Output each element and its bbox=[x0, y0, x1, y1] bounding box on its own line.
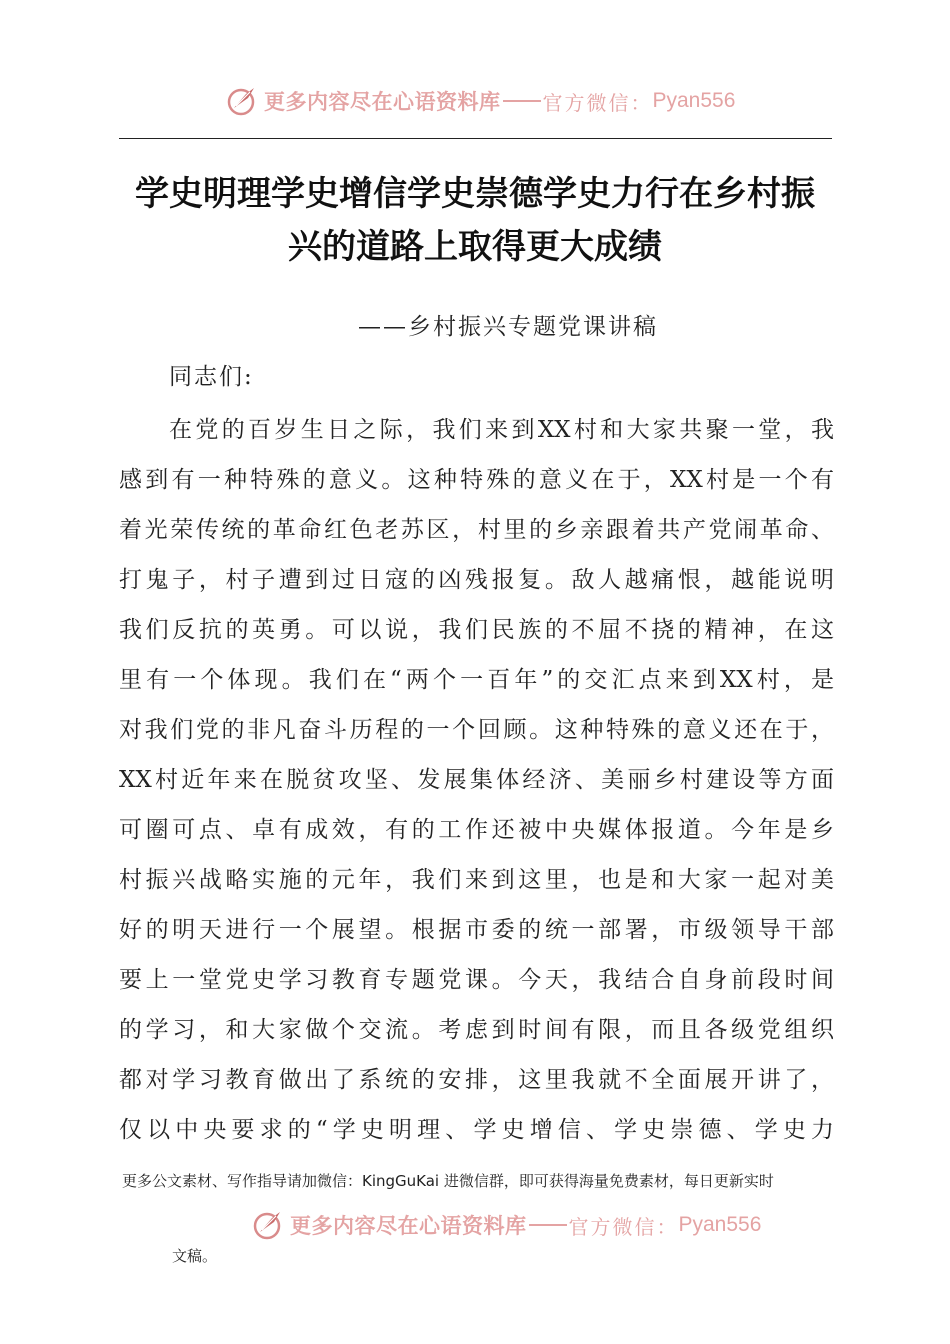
body-line: 村振兴战略实施的元年，我们来到这里，也是和大家一起对美 bbox=[119, 867, 834, 893]
body-line: 在党的百岁生日之际，我们来到XX村和大家共聚一堂，我 bbox=[169, 417, 834, 443]
body-line: 的学习，和大家做个交流。考虑到时间有限，而且各级党组织 bbox=[119, 1017, 834, 1043]
body-line: 仅以中央要求的“学史明理、学史增信、学史崇德、学史力 bbox=[119, 1117, 834, 1143]
quill-logo-icon bbox=[226, 84, 260, 118]
body-paragraph bbox=[119, 405, 834, 1155]
title-line-1: 学史明理学史增信学史崇德学史力行在乡村振 bbox=[135, 174, 815, 214]
body-line: 好的明天进行一个展望。根据市委的统一部署，市级领导干部 bbox=[119, 917, 834, 943]
watermark-brand: 更多内容尽在心语资料库 bbox=[290, 1213, 527, 1238]
footer-note: 更多公文素材、写作指导请加微信：KingGuKai 进微信群，即可获得海量免费素材，每日更新实时 bbox=[122, 1172, 774, 1190]
body-line: 感到有一种特殊的意义。这种特殊的意义在于，XX村是一个有 bbox=[119, 467, 834, 493]
footer-watermark bbox=[252, 1208, 761, 1242]
document-subtitle: ——乡村振兴专题党课讲稿 bbox=[358, 314, 658, 340]
header-divider bbox=[119, 138, 832, 139]
header-watermark bbox=[226, 84, 735, 118]
title-line-2: 兴的道路上取得更大成绩 bbox=[288, 227, 662, 267]
footer-note-tail: 文稿。 bbox=[172, 1247, 218, 1265]
body-line: 可圈可点、卓有成效，有的工作还被中央媒体报道。今年是乡 bbox=[119, 817, 834, 843]
body-line: 对我们党的非凡奋斗历程的一个回顾。这种特殊的意义还在于， bbox=[119, 717, 834, 743]
watermark-wechat-id: Pyan556 bbox=[652, 89, 736, 112]
body-line: 着光荣传统的革命红色老苏区，村里的乡亲跟着共产党闹革命、 bbox=[119, 517, 834, 543]
body-line: 都对学习教育做出了系统的安排，这里我就不全面展开讲了， bbox=[119, 1067, 834, 1093]
watermark-brand: 更多内容尽在心语资料库 bbox=[264, 89, 501, 114]
body-line: 要上一堂党史学习教育专题党课。今天，我结合自身前段时间 bbox=[119, 967, 834, 993]
salutation: 同志们: bbox=[169, 364, 254, 390]
watermark-dash bbox=[503, 100, 541, 102]
document-title bbox=[100, 168, 850, 274]
body-line: 里有一个体现。我们在“两个一百年”的交汇点来到XX村，是 bbox=[119, 667, 834, 693]
body-line: 打鬼子，村子遭到过日寇的凶残报复。敌人越痛恨，越能说明 bbox=[119, 567, 834, 593]
watermark-official: 官方微信： bbox=[542, 90, 653, 115]
quill-logo-icon bbox=[252, 1208, 286, 1242]
body-line: XX村近年来在脱贫攻坚、发展集体经济、美丽乡村建设等方面 bbox=[119, 767, 834, 793]
watermark-wechat-id: Pyan556 bbox=[678, 1213, 762, 1236]
watermark-dash bbox=[529, 1224, 567, 1226]
watermark-official: 官方微信： bbox=[568, 1214, 679, 1239]
body-line: 我们反抗的英勇。可以说，我们民族的不屈不挠的精神，在这 bbox=[119, 617, 834, 643]
